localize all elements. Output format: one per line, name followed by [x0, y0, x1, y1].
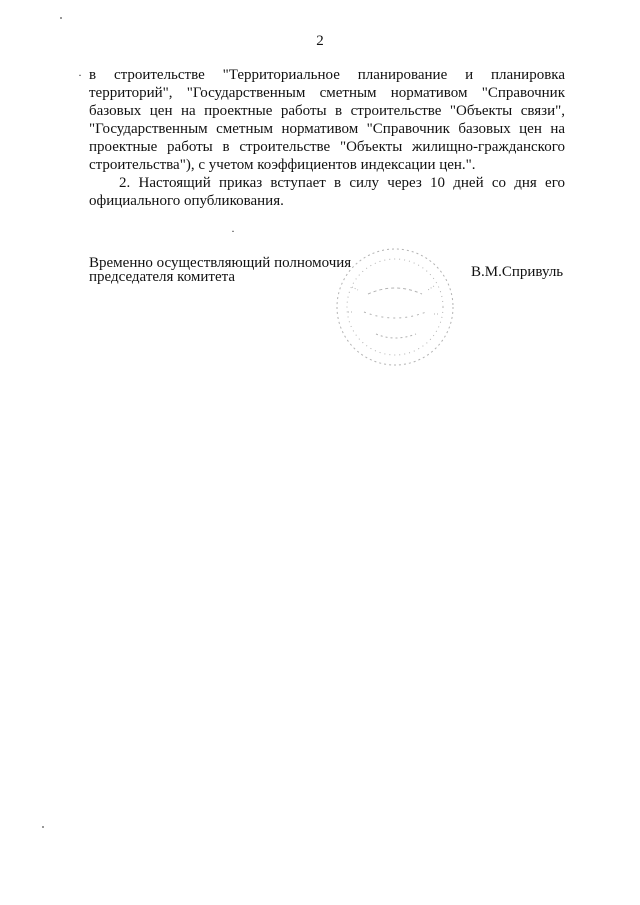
signatory-position-line-2: председателя комитета	[89, 269, 236, 285]
paragraph-continuation: в строительстве "Территориальное планирование и планировка территорий", "Государственным сметным нормативом "Справочник базовых цен на проектные работы в строительстве "Объекты связи", "Государственным сметным нормативом "Справочник базовых цен на проектные работы в строительстве "Объекты жилищно-гражданского строительства"), с учетом коэффициентов индексации цен.".	[89, 67, 565, 173]
signatory-position	[89, 256, 351, 284]
official-seal	[330, 242, 460, 372]
signatory-name: В.М.Спривуль	[471, 264, 564, 280]
scan-mark: ·	[78, 68, 82, 82]
scan-mark: ·	[231, 224, 235, 238]
signatory-position-line-1: Временно осуществляющий полномочия	[89, 255, 352, 271]
paragraph-effective-date: 2. Настоящий приказ вступает в силу через 10 дней со дня его официального опубликования.	[89, 175, 565, 209]
scan-speck	[60, 17, 62, 19]
page-number: 2	[316, 33, 324, 49]
document-body	[89, 66, 565, 210]
scan-speck	[42, 826, 44, 828]
